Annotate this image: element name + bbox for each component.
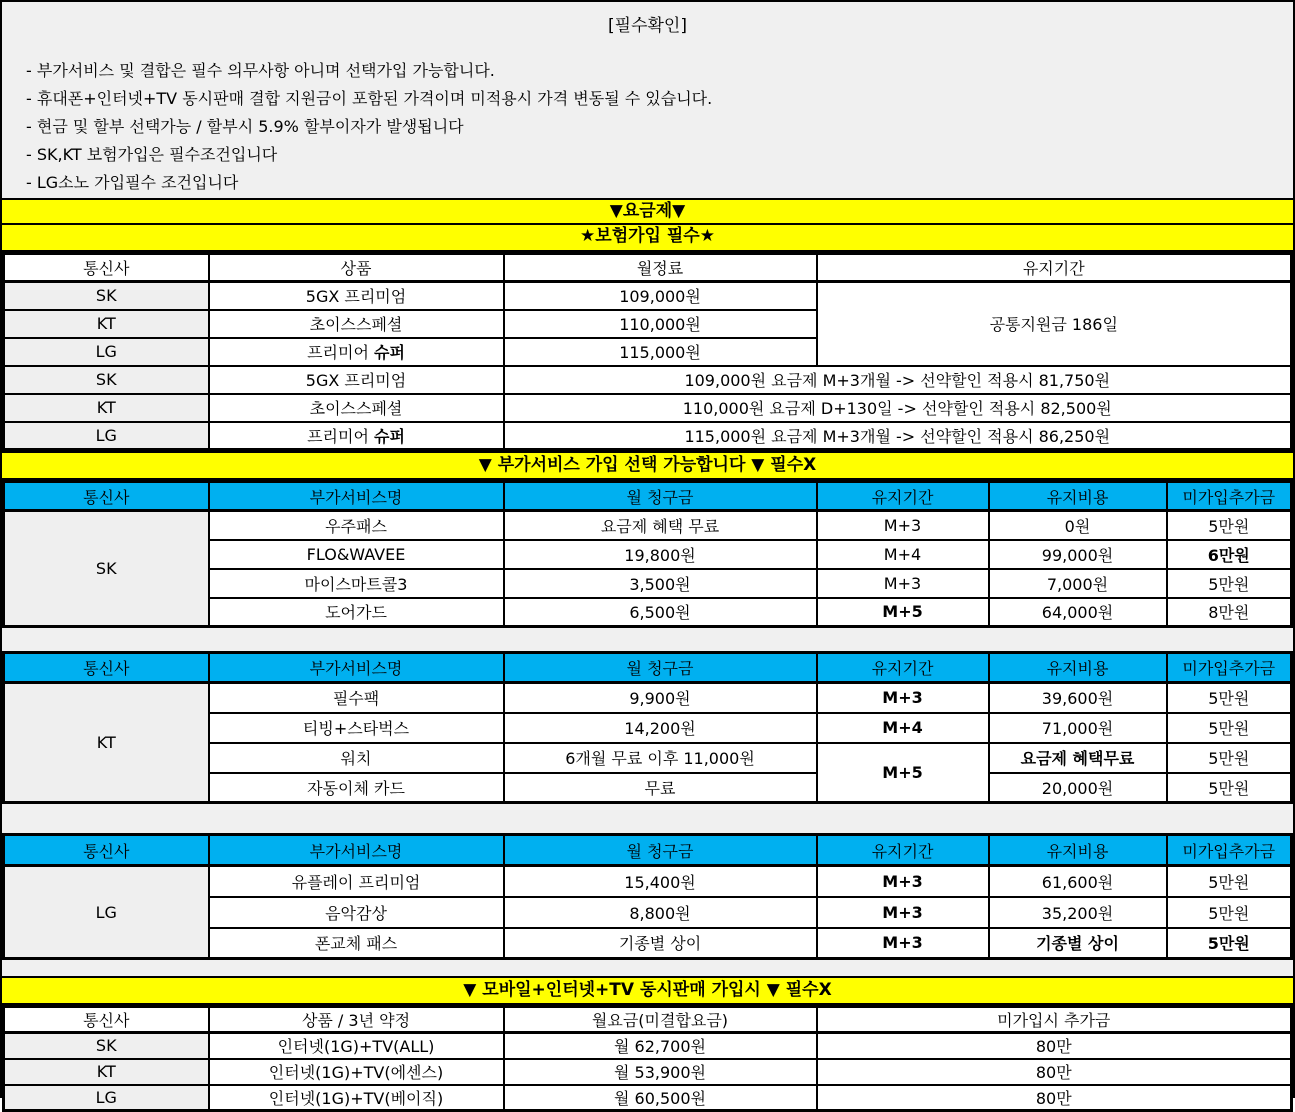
name-cell: 필수팩 (209, 683, 504, 713)
period-cell: M+3 (817, 683, 989, 713)
header-monthly-charge: 월 청구금 (504, 653, 817, 683)
table-row (4, 683, 1292, 713)
carrier-cell: KT (4, 1059, 209, 1085)
header-addon-name: 부가서비스명 (209, 482, 504, 511)
header-addon-name: 부가서비스명 (209, 835, 504, 866)
fee-cell: 110,000원 (504, 310, 817, 338)
table-row (4, 1033, 1292, 1059)
header-maintain-period: 유지기간 (817, 835, 989, 866)
period-cell: M+3 (817, 928, 989, 959)
notice-block (2, 2, 1293, 198)
rate-plan-table (2, 252, 1293, 451)
monthly-cell: 9,900원 (504, 683, 817, 713)
period-cell: M+4 (817, 540, 989, 569)
header-carrier: 통신사 (4, 254, 209, 282)
rate-plan-header-row (4, 254, 1292, 282)
bundle-header-row (4, 1007, 1292, 1033)
header-nonjoin-penalty: 미가입추가금 (1167, 835, 1292, 866)
carrier-cell: SK (4, 366, 209, 394)
header-maintain-period: 유지기간 (817, 653, 989, 683)
notice-line: - LG소노 가입필수 조건입니다 (26, 173, 239, 192)
name-cell: 우주패스 (209, 511, 504, 540)
penalty-cell: 80만 (817, 1059, 1292, 1085)
notice-list (26, 57, 1293, 197)
carrier-cell: KT (4, 394, 209, 422)
notice-line: - 현금 및 할부 선택가능 / 할부시 5.9% 할부이자가 발생됩니다 (26, 117, 464, 136)
cost-cell: 20,000원 (989, 773, 1167, 803)
header-monthly-charge: 월 청구금 (504, 482, 817, 511)
monthly-cell: 8,800원 (504, 897, 817, 928)
product-text: 프리미어 (307, 426, 374, 446)
header-product-contract: 상품 / 3년 약정 (209, 1007, 504, 1033)
carrier-cell: SK (4, 1033, 209, 1059)
name-cell: 워치 (209, 743, 504, 773)
monthly-cell: 월 60,500원 (504, 1085, 817, 1111)
product-cell: 인터넷(1G)+TV(ALL) (209, 1033, 504, 1059)
banner-bundle-optional: ▼ 모바일+인터넷+TV 동시판매 가입시 ▼ 필수X (2, 976, 1293, 1005)
penalty-cell: 5만원 (1167, 773, 1292, 803)
product-cell: 인터넷(1G)+TV(에센스) (209, 1059, 504, 1085)
table-row (4, 866, 1292, 897)
name-cell: 마이스마트콜3 (209, 569, 504, 598)
table-row (4, 282, 1292, 310)
cost-cell: 61,600원 (989, 866, 1167, 897)
cost-cell: 7,000원 (989, 569, 1167, 598)
period-cell: M+3 (817, 511, 989, 540)
cost-cell: 71,000원 (989, 713, 1167, 743)
carrier-cell: KT (4, 310, 209, 338)
penalty-cell: 5만원 (1167, 569, 1292, 598)
header-nonjoin-penalty: 미가입시 추가금 (817, 1007, 1292, 1033)
name-cell: 폰교체 패스 (209, 928, 504, 959)
carrier-cell: SK (4, 511, 209, 627)
monthly-cell: 15,400원 (504, 866, 817, 897)
header-carrier: 통신사 (4, 653, 209, 683)
monthly-cell: 19,800원 (504, 540, 817, 569)
period-cell: M+5 (817, 743, 989, 803)
header-carrier: 통신사 (4, 1007, 209, 1033)
header-addon-name: 부가서비스명 (209, 653, 504, 683)
header-monthly-charge: 월 청구금 (504, 835, 817, 866)
name-cell: 도어가드 (209, 598, 504, 627)
table-row (4, 394, 1292, 422)
monthly-cell: 무료 (504, 773, 817, 803)
discount-detail-cell: 110,000원 요금제 D+130일 -> 선약할인 적용시 82,500원 (504, 394, 1292, 422)
header-maintain-cost: 유지비용 (989, 653, 1167, 683)
penalty-cell: 80만 (817, 1033, 1292, 1059)
period-cell: M+3 (817, 569, 989, 598)
common-support-cell: 공통지원금 186일 (817, 282, 1292, 366)
carrier-cell: KT (4, 683, 209, 803)
product-text-bold: 슈퍼 (374, 426, 405, 446)
banner-insurance-required: ★보험가입 필수★ (2, 225, 1293, 252)
product-cell: 5GX 프리미엄 (209, 282, 504, 310)
cost-cell: 기종별 상이 (989, 928, 1167, 959)
monthly-cell: 6,500원 (504, 598, 817, 627)
sk-addon-table (2, 480, 1293, 628)
lg-addon-header-row (4, 835, 1292, 866)
product-text: 프리미어 (307, 343, 374, 362)
penalty-cell: 5만원 (1167, 713, 1292, 743)
notice-line: - SK,KT 보험가입은 필수조건입니다 (26, 145, 278, 164)
header-monthly-fee: 월요금(미결합요금) (504, 1007, 817, 1033)
discount-detail-cell: 115,000원 요금제 M+3개월 -> 선약할인 적용시 86,250원 (504, 422, 1292, 450)
sk-addon-header-row (4, 482, 1292, 511)
name-cell: 티빙+스타벅스 (209, 713, 504, 743)
header-nonjoin-penalty: 미가입추가금 (1167, 482, 1292, 511)
carrier-cell: LG (4, 1085, 209, 1111)
header-maintain-cost: 유지비용 (989, 482, 1167, 511)
cost-cell: 39,600원 (989, 683, 1167, 713)
notice-title: [필수확인] (608, 16, 687, 36)
cost-cell: 요금제 혜택무료 (989, 743, 1167, 773)
banner-rate-plan: ▼요금제▼ (2, 198, 1293, 225)
notice-line: - 휴대폰+인터넷+TV 동시판매 결합 지원금이 포함된 가격이며 미적용시 가격 변동될 수 있습니다. (26, 89, 713, 108)
period-cell: M+3 (817, 866, 989, 897)
name-cell: 자동이체 카드 (209, 773, 504, 803)
cost-cell: 64,000원 (989, 598, 1167, 627)
carrier-cell: LG (4, 338, 209, 366)
header-carrier: 통신사 (4, 482, 209, 511)
penalty-cell: 5만원 (1167, 743, 1292, 773)
header-product: 상품 (209, 254, 504, 282)
penalty-cell: 5만원 (1167, 511, 1292, 540)
name-cell: 음악감상 (209, 897, 504, 928)
name-cell: 유플레이 프리미엄 (209, 866, 504, 897)
header-maintain-period: 유지기간 (817, 254, 1292, 282)
header-maintain-period: 유지기간 (817, 482, 989, 511)
discount-detail-cell: 109,000원 요금제 M+3개월 -> 선약할인 적용시 81,750원 (504, 366, 1292, 394)
header-carrier: 통신사 (4, 835, 209, 866)
carrier-cell: LG (4, 866, 209, 959)
period-cell: M+4 (817, 713, 989, 743)
table-row (4, 422, 1292, 450)
fee-cell: 115,000원 (504, 338, 817, 366)
product-cell (209, 338, 504, 366)
fee-cell: 109,000원 (504, 282, 817, 310)
product-cell: 초이스스페셜 (209, 310, 504, 338)
penalty-cell: 5만원 (1167, 928, 1292, 959)
period-cell: M+5 (817, 598, 989, 627)
lg-addon-table (2, 833, 1293, 960)
monthly-cell: 3,500원 (504, 569, 817, 598)
header-monthly-fee: 월정료 (504, 254, 817, 282)
product-cell: 인터넷(1G)+TV(베이직) (209, 1085, 504, 1111)
carrier-cell: SK (4, 282, 209, 310)
bundle-table (2, 1005, 1293, 1112)
penalty-cell: 80만 (817, 1085, 1292, 1111)
table-row (4, 366, 1292, 394)
monthly-cell: 14,200원 (504, 713, 817, 743)
table-row (4, 1059, 1292, 1085)
kt-addon-table (2, 651, 1293, 804)
penalty-cell: 5만원 (1167, 866, 1292, 897)
name-cell: FLO&WAVEE (209, 540, 504, 569)
penalty-cell: 5만원 (1167, 897, 1292, 928)
monthly-cell: 월 62,700원 (504, 1033, 817, 1059)
cost-cell: 99,000원 (989, 540, 1167, 569)
header-maintain-cost: 유지비용 (989, 835, 1167, 866)
penalty-cell: 5만원 (1167, 683, 1292, 713)
monthly-cell: 기종별 상이 (504, 928, 817, 959)
cost-cell: 35,200원 (989, 897, 1167, 928)
table-row (4, 1085, 1292, 1111)
penalty-cell: 6만원 (1167, 540, 1292, 569)
monthly-cell: 월 53,900원 (504, 1059, 817, 1085)
table-row (4, 511, 1292, 540)
header-nonjoin-penalty: 미가입추가금 (1167, 653, 1292, 683)
period-cell: M+3 (817, 897, 989, 928)
product-text-bold: 슈퍼 (374, 343, 405, 362)
banner-addon-optional: ▼ 부가서비스 가입 선택 가능합니다 ▼ 필수X (2, 451, 1293, 480)
monthly-cell: 6개월 무료 이후 11,000원 (504, 743, 817, 773)
cost-cell: 0원 (989, 511, 1167, 540)
monthly-cell: 요금제 혜택 무료 (504, 511, 817, 540)
product-cell (209, 422, 504, 450)
notice-line: - 부가서비스 및 결합은 필수 의무사항 아니며 선택가입 가능합니다. (26, 61, 495, 80)
carrier-cell: LG (4, 422, 209, 450)
product-cell: 5GX 프리미엄 (209, 366, 504, 394)
product-cell: 초이스스페셜 (209, 394, 504, 422)
penalty-cell: 8만원 (1167, 598, 1292, 627)
kt-addon-header-row (4, 653, 1292, 683)
